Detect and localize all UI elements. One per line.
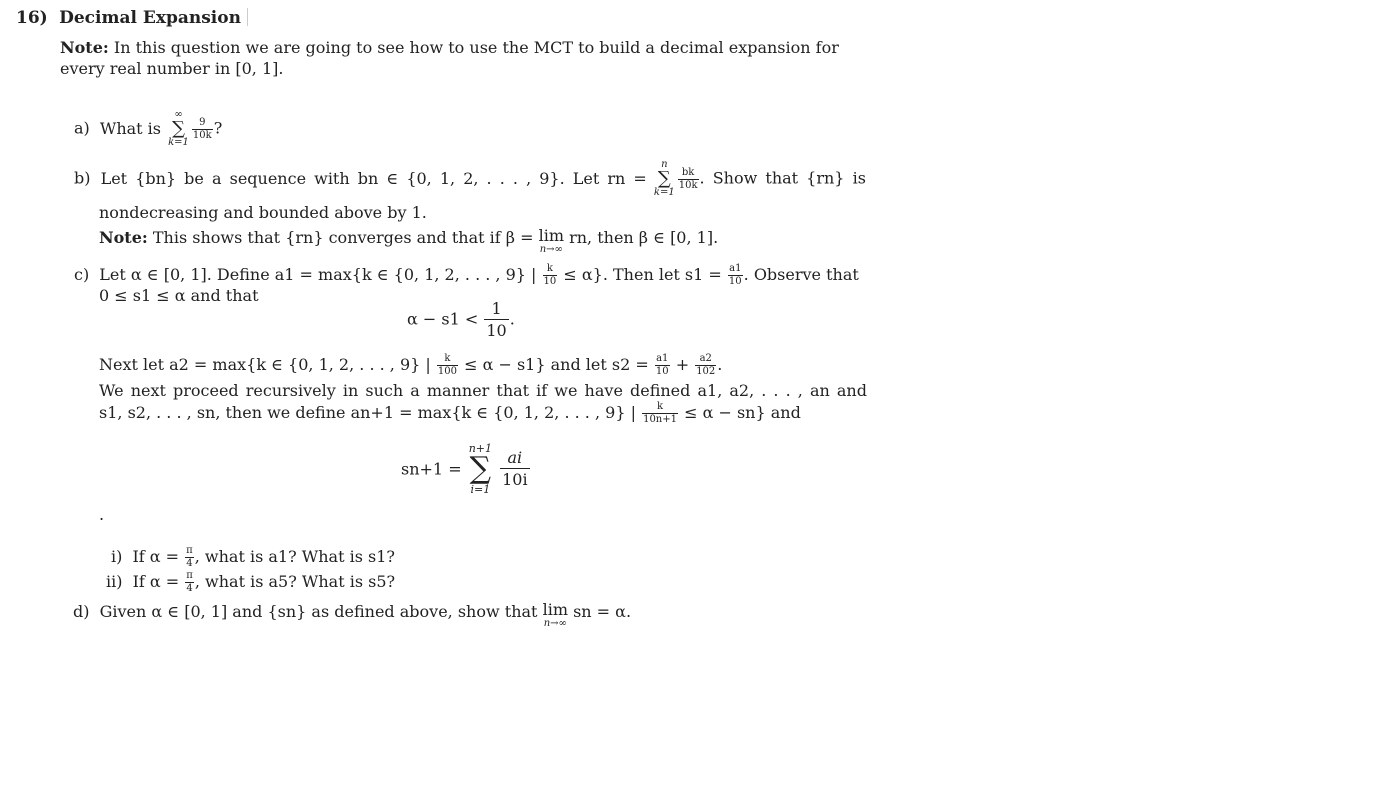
fraction-a2-over-102: $\frac{a2}{102}$ xyxy=(696,353,716,377)
fraction-9-over-10k: $\frac{9}{10k}$ xyxy=(192,116,212,141)
fraction-bk-over-10k: $\frac{bk}{10k}$ xyxy=(678,166,698,191)
display-equation-2: sn+1 = n+1 ∑ i=1 $\frac{ai}{10i}$ xyxy=(401,442,528,496)
subpart-i: i) If α = $\frac{\pi}{4}$ , what is a1? What is s1? xyxy=(111,545,395,569)
fraction-a1-over-10: $\frac{a1}{10}$ xyxy=(728,263,742,287)
problem-title: Decimal Expansion xyxy=(59,8,241,28)
fraction-ai-over-10i: $\frac{ai}{10i}$ xyxy=(502,448,528,489)
part-c-line3: Next let a2 = max{k ∈ {0, 1, 2, . . . , 9} | $\frac{k}{100}$ ≤ α − s1} and let s2 = $\frac{a1}{10}$ + $\frac{a2}{102}$ . xyxy=(99,353,723,377)
problem-number: 16) xyxy=(16,8,48,28)
fraction-a1-over-10: $\frac{a1}{10}$ xyxy=(655,353,669,377)
part-d: d) Given α ∈ [0, 1] and {sn} as defined above, show that lim n→∞ sn = α. xyxy=(73,600,632,629)
part-c-label: c) xyxy=(74,265,90,284)
sum-symbol: ∞ ∑ k=1 xyxy=(168,109,189,148)
part-c-line2: 0 ≤ s1 ≤ α and that xyxy=(99,286,259,305)
part-b-line1: b) Let {bn} be a sequence with bn ∈ {0, 1, 2, . . . , 9}. Let rn = n ∑ k=1 $\frac{bk}{10k}$ . Show that {rn} is xyxy=(74,159,866,198)
fraction-1-over-10: $\frac{1}{10}$ xyxy=(486,299,507,340)
part-b-note: Note: This shows that {rn} converges and that if β = lim n→∞ rn, then β ∈ [0, 1]. xyxy=(99,226,719,255)
subpart-ii-label: ii) xyxy=(106,572,123,591)
fraction-pi-over-4: $\frac{\pi}{4}$ xyxy=(186,570,193,594)
trailing-dot: . xyxy=(99,505,105,524)
part-a-label: a) xyxy=(74,118,90,138)
part-c-line4: We next proceed recursively in such a manner that if we have defined a1, a2, . . . , an and xyxy=(99,381,867,400)
part-b-label: b) xyxy=(74,168,91,188)
part-b-note-label: Note: xyxy=(99,228,148,247)
fraction-k-over-10n1: $\frac{k}{10n+1}$ xyxy=(643,401,677,425)
sum-symbol: n+1 ∑ i=1 xyxy=(468,442,492,496)
subpart-i-label: i) xyxy=(111,547,123,566)
fraction-k-over-100: $\frac{k}{100}$ xyxy=(437,353,457,377)
part-d-label: d) xyxy=(73,602,90,621)
limit-operator: lim n→∞ xyxy=(542,600,568,629)
display-equation-1: α − s1 < $\frac{1}{10}$ . xyxy=(407,299,515,340)
problem-header xyxy=(16,8,248,28)
fraction-pi-over-4: $\frac{\pi}{4}$ xyxy=(186,545,193,569)
intro-text-line1: In this question we are going to see how to use the MCT to build a decimal expansion for xyxy=(113,38,839,57)
part-a-text: What is xyxy=(99,118,162,138)
part-c-line5: s1, s2, . . . , sn, then we define an+1 = max{k ∈ {0, 1, 2, . . . , 9} | $\frac{k}{10n+1}$ ≤ α − sn} and xyxy=(99,401,801,425)
part-c-line1: c) Let α ∈ [0, 1]. Define a1 = max{k ∈ {0, 1, 2, . . . , 9} | $\frac{k}{10}$ ≤ α}. Then let s1 = $\frac{a1}{10}$ . Observe that xyxy=(74,263,859,287)
intro-text-line2: every real number in [0, 1]. xyxy=(60,59,284,78)
subpart-ii: ii) If α = $\frac{\pi}{4}$ , what is a5? What is s5? xyxy=(106,570,396,594)
sum-symbol: n ∑ k=1 xyxy=(653,159,675,198)
part-a: a) What is ∞ ∑ k=1 $\frac{9}{10k}$ ? xyxy=(74,109,223,148)
text-cursor xyxy=(247,8,248,26)
part-b-line2: nondecreasing and bounded above by 1. xyxy=(99,203,427,222)
limit-operator: lim n→∞ xyxy=(538,226,564,255)
intro-note-line1 xyxy=(60,38,839,57)
fraction-k-over-10: $\frac{k}{10}$ xyxy=(543,263,557,287)
intro-note-label: Note: xyxy=(60,38,109,57)
